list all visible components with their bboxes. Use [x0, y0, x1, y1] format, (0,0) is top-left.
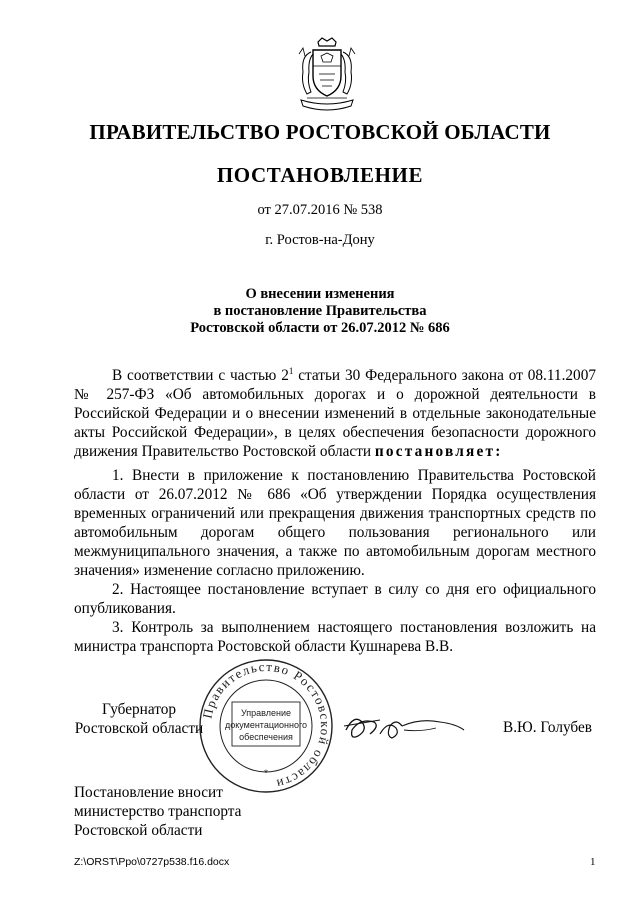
governor-signature: [340, 700, 470, 750]
official-seal: [196, 656, 336, 796]
date-number-line: от 27.07.2016 № 538: [257, 202, 383, 218]
decree-word: постановляет:: [374, 443, 503, 460]
submitted-by-line-3: Ростовской области: [74, 822, 203, 839]
submitted-by-line-2: министерство транспорта: [74, 803, 242, 820]
governor-title-line-2: Ростовской области: [74, 720, 204, 737]
preamble-part-2: статьи 30 Федерального закона от 08.11.2007 № 257-ФЗ «Об автомобильных дорогах и о дорожной деятельности в Российской Федерации и о внесении изменений в отдельные законодательные акты Российской Федерации», в целях обеспечения безопасности дорожного движения Правительство Ростовской области: [74, 367, 596, 460]
subject-line-2: в постановление Правительства: [213, 303, 427, 319]
document-type: ПОСТАНОВЛЕНИЕ: [216, 163, 424, 187]
svg-text:*: *: [263, 768, 269, 778]
decree-item-1: 1. Внести в приложение к постановлению Правительства Ростовской области от 26.07.2012 № 686 «Об утверждении Порядка осуществления временных ограничений или прекращения движения транспортных средств по автомобильным дорогам общего пользования регионального или межмуниципального значения, а также по автомобильным дорогам местного значения» изменение согласно приложению.: [74, 467, 596, 579]
city-line: г. Ростов-на-Дону: [265, 232, 375, 248]
governor-name: В.Ю. Голубев: [503, 719, 593, 736]
seal-inner-line-2: документационного: [224, 720, 308, 730]
organization-title: ПРАВИТЕЛЬСТВО РОСТОВСКОЙ ОБЛАСТИ: [89, 120, 551, 144]
subject-line-3: Ростовской области от 26.07.2012 № 686: [190, 320, 450, 336]
submitted-by-line-1: Постановление вносит: [74, 784, 223, 801]
seal-outer-text: Правительство Ростовской области: [199, 658, 334, 793]
decree-item-2: 2. Настоящее постановление вступает в силу со дня его официального опубликования.: [74, 581, 596, 617]
decree-items: [74, 466, 596, 656]
governor-title-line-1: Губернатор: [101, 701, 177, 718]
subject-line-1: О внесении изменения: [245, 286, 395, 302]
preamble-superscript: 1: [288, 365, 294, 376]
decree-item-3: 3. Контроль за выполнением настоящего постановления возложить на министра транспорта Ростовской области Кушнарева В.В.: [74, 619, 596, 655]
submitted-by-note: [74, 783, 241, 840]
preamble-paragraph: [74, 366, 596, 461]
document-subject: [0, 286, 640, 337]
file-path: Z:\ORST\Ppo\0727p538.f16.docx: [74, 856, 230, 868]
governor-title: [74, 700, 204, 738]
seal-inner-line-3: обеспечения: [239, 732, 293, 742]
coat-of-arms-icon: [291, 36, 363, 114]
page-number: 1: [590, 856, 596, 868]
preamble-part-1: В соответствии с частью 2: [112, 367, 289, 384]
seal-inner-line-1: Управление: [240, 708, 292, 718]
